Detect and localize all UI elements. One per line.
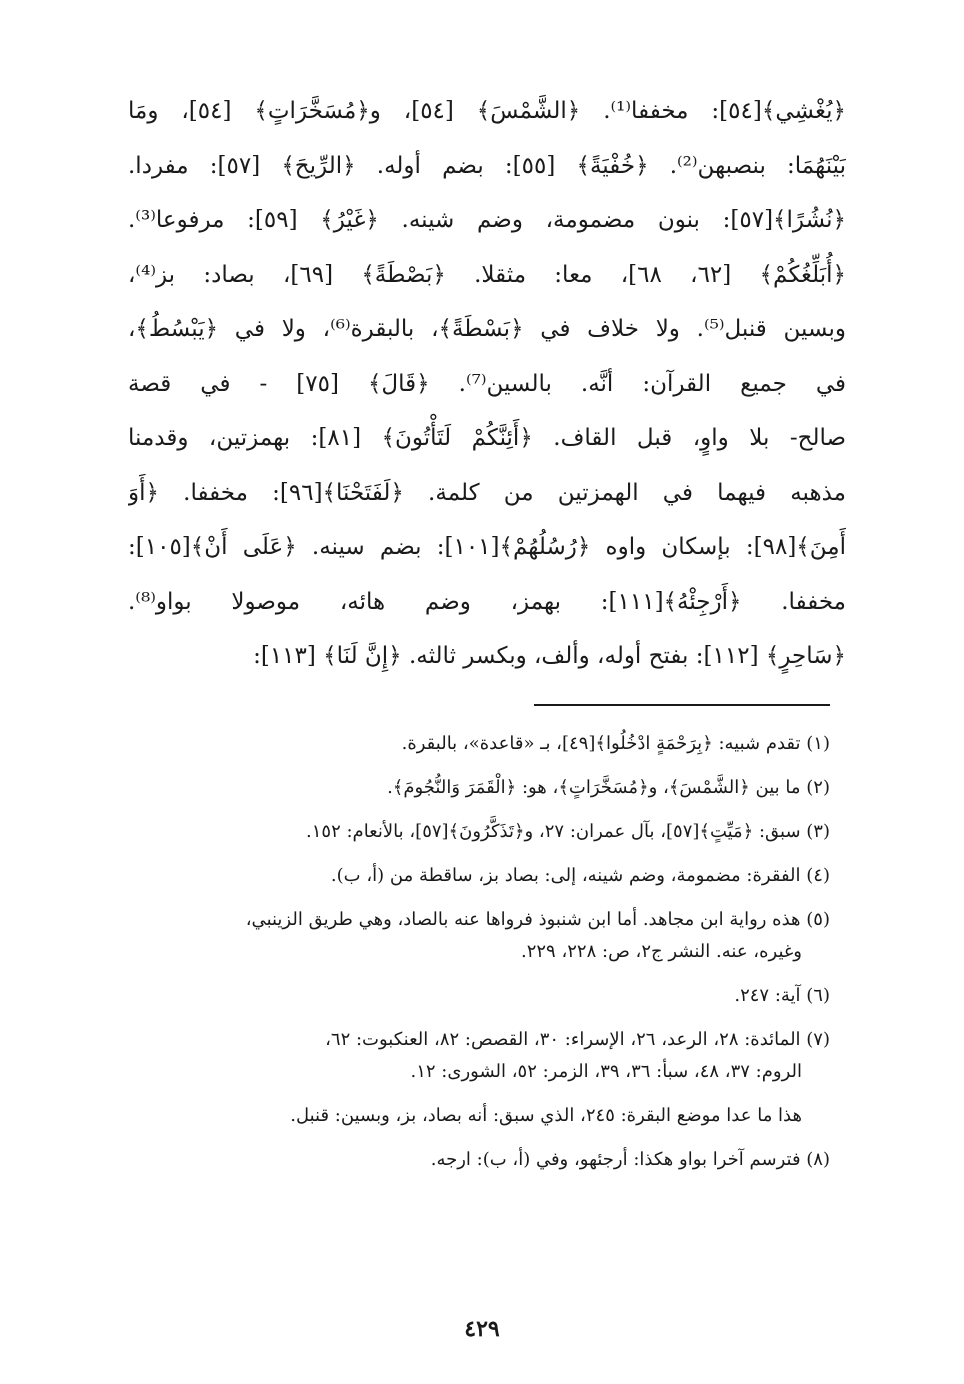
footnote-line: (١) تقدم شبيه: ﴿بِرَحْمَةٍ ادْخُلُوا﴾[٤٩]، بـ «قاعدة»، بالبقرة. xyxy=(401,733,830,754)
footnote-line: (٢) ما بين ﴿الشَّمْسَ﴾، و﴿مُسَخَّرَاتٍ﴾، هو: ﴿الْقَمَرَ وَالنُّجُومَ﴾. xyxy=(387,777,830,798)
footnote-line: (٤) الفقرة: مضمومة، وضم شينه، إلى: بصاد بز، ساقطة من (أ، ب). xyxy=(330,865,830,886)
main-line: بَيْنَهُمَا: بنصبهن⁽²⁾. ﴿خُفْيَةً﴾ [٥٥]: بضم أوله. ﴿الرِّيحَ﴾ [٥٧]: مفردا. xyxy=(128,152,846,179)
footnote-3 xyxy=(130,816,830,848)
footnote-line: الروم: ٣٧، ٤٨، سبأ: ٣٦، ٣٩، الزمر: ٥٢، الشورى: ١٢. xyxy=(410,1061,802,1082)
footnote-1 xyxy=(130,728,830,760)
footnote-line: وغيره، عنه. النشر ج٢، ص: ٢٢٨، ٢٢٩. xyxy=(520,941,802,962)
main-line: في جميع القرآن: أنَّه. بالسين⁽⁷⁾. ﴿قَالَ﴾ [٧٥] - في قصة xyxy=(128,370,846,397)
main-line: مخففا. ﴿أَرْجِئْهُ﴾[١١١]: بهمز، وضم هائه، موصولا بواو⁽⁸⁾. xyxy=(128,588,846,615)
page-number: ٤٢٩ xyxy=(464,1316,500,1342)
footnote-2 xyxy=(130,772,830,804)
footnote-line: (٣) سبق: ﴿مَيِّتٍ﴾[٥٧]، بآل عمران: ٢٧، و﴿تَذَكَّرُونَ﴾[٥٧]، بالأنعام: ١٥٢. xyxy=(306,821,830,842)
footnote-4 xyxy=(130,860,830,892)
footnote-5 xyxy=(130,904,830,968)
footnote-divider xyxy=(534,704,830,706)
main-line: ﴿يُغْشِي﴾[٥٤]: مخففا⁽¹⁾. ﴿الشَّمْسَ﴾ [٥٤]، و﴿مُسَخَّرَاتٍ﴾ [٥٤]، ومَا xyxy=(128,98,846,124)
footnote-7 xyxy=(130,1024,830,1088)
main-line: مذهبه فيهما في الهمزتين من كلمة. ﴿لَفَتَحْنَا﴾[٩٦]: مخففا. ﴿أَوَ xyxy=(128,479,846,506)
main-line: ﴿أُبَلِّغُكُمْ﴾ [٦٢، ٦٨]، معا: مثقلا. ﴿بَصْطَةً﴾ [٦٩]، بصاد: بز⁽⁴⁾، xyxy=(128,261,846,288)
footnote-line: هذا ما عدا موضع البقرة: ٢٤٥، الذي سبق: أنه بصاد، بز، وبسين: قنبل. xyxy=(290,1105,802,1126)
main-line: أَمِنَ﴾[٩٨]: بإسكان واوه ﴿رُسُلُهُمْ﴾[١٠١]: بضم سينه. ﴿عَلَى أَنْ﴾[١٠٥]: xyxy=(128,534,846,560)
main-line: ﴿نُشُرًا﴾[٥٧]: بنون مضمومة، وضم شينه. ﴿غَيْرُ﴾ [٥٩]: مرفوعا⁽³⁾. xyxy=(128,207,846,233)
footnote-line: (٧) المائدة: ٢٨، الرعد، ٢٦، الإسراء: ٣٠، القصص: ٨٢، العنكبوت: ٦٢، xyxy=(325,1029,830,1050)
main-text xyxy=(128,84,846,684)
main-line: وبسين قنبل⁽⁵⁾. ولا خلاف في ﴿بَسْطَةً﴾، بالبقرة⁽⁶⁾، ولا في ﴿يَبْسُطُ﴾، xyxy=(128,316,846,342)
footnote-8 xyxy=(130,1144,830,1176)
main-line: ﴿سَاحِرٍ﴾ [١١٢]: بفتح أوله، وألف، وبكسر ثالثه. ﴿إِنَّ لَنَا﴾ [١١٣]: xyxy=(253,643,846,669)
footnotes xyxy=(130,728,830,1188)
footnote-7-note xyxy=(130,1100,830,1132)
footnote-line: (٨) فترسم آخرا بواو هكذا: أرجئهو، وفي (أ، ب): ارجه. xyxy=(430,1149,830,1170)
footnote-line: (٦) آية: ٢٤٧. xyxy=(734,985,830,1006)
footnote-line: (٥) هذه رواية ابن مجاهد. أما ابن شنبوذ فرواها عنه بالصاد، وهي طريق الزينبي، xyxy=(245,909,830,930)
main-line: صالح- بلا واوٍ، قبل القاف. ﴿أَئِنَّكُمْ لَتَأْتُونَ﴾ [٨١]: بهمزتين، وقدمنا xyxy=(128,425,846,451)
footnote-6 xyxy=(130,980,830,1012)
